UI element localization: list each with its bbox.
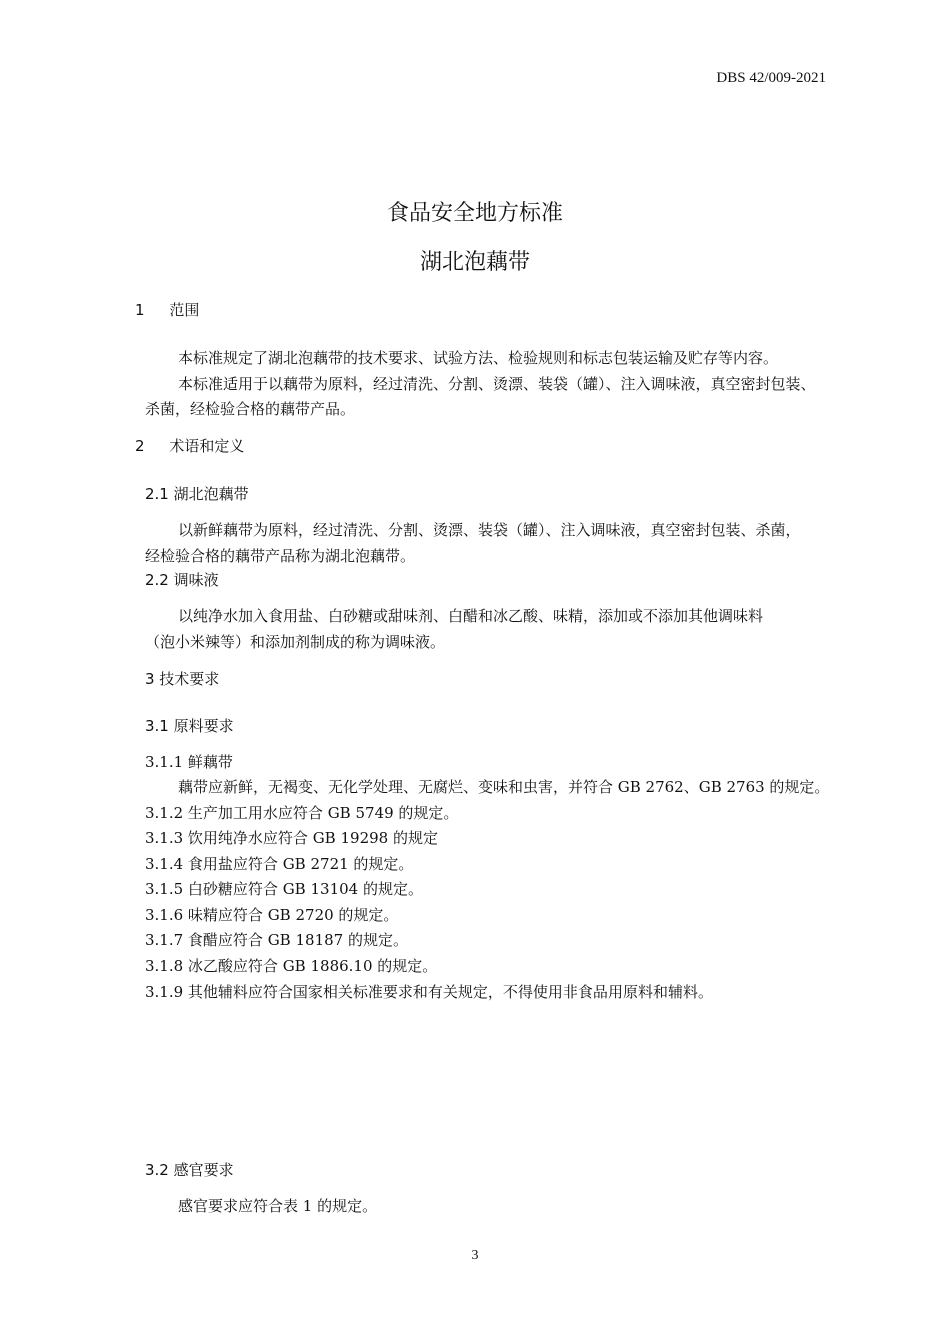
section-2-1-heading: 2.1 湖北泡藕带 [145,485,249,503]
section-1-number: 1 [135,301,145,319]
document-subtitle: 湖北泡藕带 [419,250,530,275]
section-1-paragraph-2-line-1: 本标准适用于以藕带为原料，经过清洗、分割、烫漂、装袋（罐）、注入调味液，真空密封包装、 [178,375,816,393]
section-3-heading: 3 技术要求 [145,670,220,688]
section-2-1-paragraph-line-1: 以新鲜藕带为原料，经过清洗、分割、烫漂、装袋（罐）、注入调味液，真空密封包装、杀菌， [178,521,801,539]
clause-3-1-2: 3.1.2 生产加工用水应符合 GB 5749 的规定。 [145,804,459,822]
clause-3-1-8: 3.1.8 冰乙酸应符合 GB 1886.10 的规定。 [145,957,438,975]
section-2-title: 术语和定义 [169,437,245,455]
clause-3-1-3: 3.1.3 饮用纯净水应符合 GB 19298 的规定 [145,829,438,847]
section-3-2-heading: 3.2 感官要求 [145,1161,234,1179]
section-3-1-heading: 3.1 原料要求 [145,717,234,735]
section-2-1-paragraph-line-2: 经检验合格的藕带产品称为湖北泡藕带。 [145,547,416,565]
section-2-2-paragraph-line-2: （泡小米辣等）和添加剂制成的称为调味液。 [145,633,446,651]
clause-3-1-1-text: 藕带应新鲜，无褐变、无化学处理、无腐烂、变味和虫害，并符合 GB 2762、GB 2763 的规定。 [178,778,830,796]
clause-3-1-1: 3.1.1 鲜藕带 [145,753,233,771]
section-1-title: 范围 [169,301,200,319]
section-2-2-heading: 2.2 调味液 [145,571,219,589]
section-2-2-paragraph-line-1: 以纯净水加入食用盐、白砂糖或甜味剂、白醋和冰乙酸、味精，添加或不添加其他调味料 [178,607,764,625]
section-2-number: 2 [135,437,145,455]
clause-3-1-9: 3.1.9 其他辅料应符合国家相关标准要求和有关规定，不得使用非食品用原料和辅料。 [145,983,713,1001]
section-2-heading [135,435,244,456]
clause-3-1-6: 3.1.6 味精应符合 GB 2720 的规定。 [145,906,399,924]
clause-3-1-5: 3.1.5 白砂糖应符合 GB 13104 的规定。 [145,880,423,898]
document-title: 食品安全地方标准 [386,201,563,226]
clause-3-1-7: 3.1.7 食醋应符合 GB 18187 的规定。 [145,931,408,949]
clause-3-1-4: 3.1.4 食用盐应符合 GB 2721 的规定。 [145,855,414,873]
standard-code: DBS 42/009-2021 [716,70,826,86]
section-3-2-paragraph: 感官要求应符合表 1 的规定。 [178,1197,378,1215]
page-number: 3 [471,1248,479,1263]
section-1-paragraph-2-line-2: 杀菌，经检验合格的藕带产品。 [145,400,356,418]
section-1-heading [135,299,199,320]
section-1-paragraph-1: 本标准规定了湖北泡藕带的技术要求、试验方法、检验规则和标志包装运输及贮存等内容。 [178,349,779,367]
